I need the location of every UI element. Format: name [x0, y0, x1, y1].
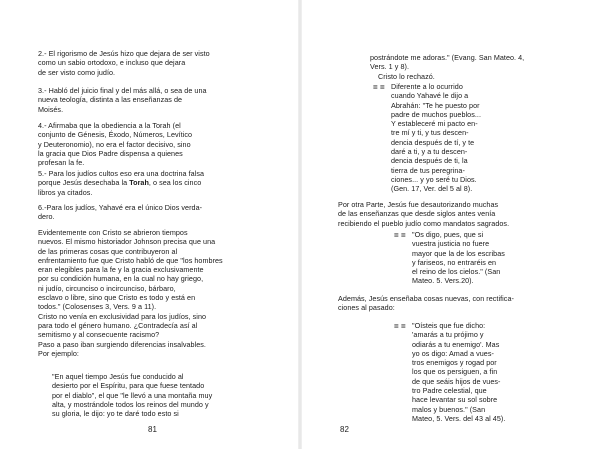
- mateo-5-43-quote: "Oísteis que fue dicho: 'amarás a tu prójimo y odiarás a tu enemigo'. Mas yo os digo: Amad a vues- tros enemigos y rogad por los que os persiguen, a fin de que seáis hijos de vues- tro Padre celestial, que hace levantar su sol sobre malos y buenos." (San Mateo, 5. Vers. del 43 al 45).: [412, 321, 506, 423]
- list-item-5-text-a: 5.- Para los judíos cultos eso era una doctrina falsa porque Jesús desechaba la: [38, 169, 205, 188]
- list-item-6: 6.-Para los judíos, Yahavé era el único Dios verda- dero.: [38, 203, 203, 222]
- temptation-quote: "En aquel tiempo Jesús fue conducido al desierto por el Espíritu, para que fuese tentado por el diablo", el que "le llevó a una montaña muy alta, y mostrándole todos los reinos del mundo y su gloria, le dijo: yo te daré todo esto si: [52, 372, 213, 419]
- torah-bold: Torah: [129, 178, 149, 188]
- page-number-81: 81: [148, 425, 157, 434]
- quote-marker-icon: =: [401, 322, 406, 331]
- list-item-3: 3.- Habló del juicio final y del más allá, o sea de una nueva teología, distinta a las enseñanzas de Moisés.: [38, 86, 207, 114]
- list-item-4: 4.- Afirmaba que la obediencia a la Torah (el conjunto de Génesis, Éxodo, Números, Levítico y Deuteronomio), no era el factor decisivo, sino la gracia que Dios Padre dispensa a quienes profesan la fe.: [38, 121, 193, 168]
- body-paragraph-2: Además, Jesús enseñaba cosas nuevas, con rectifica- ciones al pasado:: [338, 294, 514, 313]
- rejection-note: Cristo lo rechazó.: [378, 72, 435, 81]
- quote-continuation: postrándote me adoras." (Evang. San Mateo. 4, Vers. 1 y 8).: [370, 53, 525, 72]
- list-item-2: 2.- El rigorismo de Jesús hizo que dejara de ser visto como un sabio ortodoxo, e incluso que dejara de ser visto como judío.: [38, 49, 210, 77]
- list-item-5-text-b: , o sea los cinco libros ya citados.: [38, 178, 202, 197]
- body-paragraph: Evidentemente con Cristo se abrieron tiempos nuevos. El mismo historiador Johnson precisa que una de las primeras cosas que contribuyeron al enfrentamiento fue que Cristo habló de que "los hombres eran elegibles para la fe y la gracia exclusivamente por su condición humana, en la cual no hay griego, ni judío, circunciso o incircunciso, bárbaro, esclavo o libre, sino que Cristo es todo y está en todos." (Colosenses 3, Vers. 9 a 11). Cristo no venía en exclusividad para los judíos, sino para todo el género humano. ¿Contradecía así al semitismo y al consecuente racismo? Paso a paso iban surgiendo diferencias insalvables. Por ejemplo:: [38, 228, 223, 358]
- list-item-5: [38, 169, 282, 197]
- quote-marker-icon: =: [380, 83, 385, 92]
- quote-marker-icon: =: [401, 231, 406, 240]
- genesis-quote: Diferente a lo ocurrido cuando Yahavé le dijo a Abrahán: "Te he puesto por padre de muchos pueblos... Y estableceré mi pacto en- tre mí y ti, y tus descen- dencia después de tí, y te daré a ti, y a tu descen- dencia después de ti, la tierra de tus peregrina- ciones... y yo seré tu Dios. (Gen. 17, Ver. del 5 al 8).: [391, 82, 482, 194]
- quote-marker-icon: =: [394, 231, 399, 240]
- right-page: [300, 0, 600, 449]
- mateo-5-20-quote: "Os digo, pues, que si vuestra justicia no fuere mayor que la de los escribas y fariseos, no entraréis en el reino de los cielos." (San Mateo. 5. Vers.20).: [412, 230, 505, 286]
- body-paragraph-1: Por otra Parte, Jesús fue desautorizando muchas de las enseñanzas que desde siglos antes venía recibiendo el pueblo judío como mandatos sagrados.: [338, 200, 510, 228]
- quote-marker-icon: =: [394, 322, 399, 331]
- quote-marker-icon: =: [373, 83, 378, 92]
- page-number-82: 82: [340, 425, 349, 434]
